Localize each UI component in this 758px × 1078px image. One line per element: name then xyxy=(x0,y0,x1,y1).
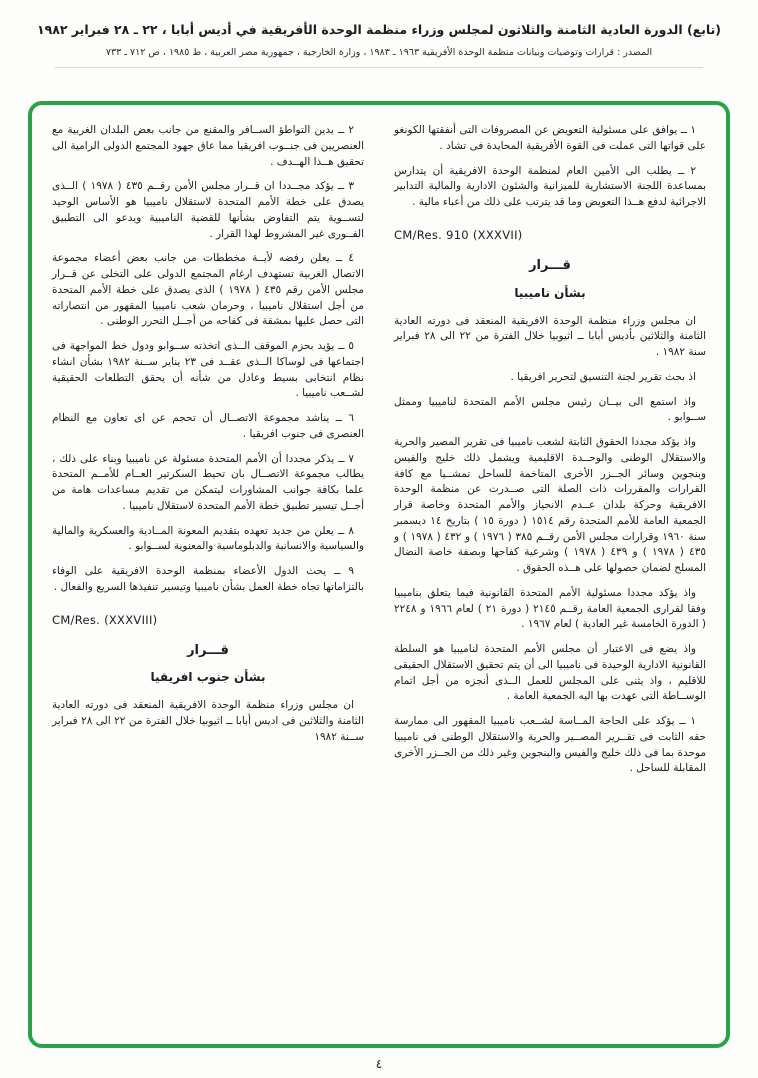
paragraph: واذ يؤكد مجددا الحقوق الثابتة لشعب ناميبيا فى تقرير المصير والحرية والاستقلال الوطنى والوحــدة الاقليمية ويشمل ذلك خليج والفيس وبنجوين وسائر الجــزر الأخرى المتاخمة للساحل تمشــيا مع كافة القرارات والمقررات ذات الصلة التى صــدرت عن منظمة الوحدة الافريقية وحركة بلدان عــدم الانحياز والأمم المتحدة وخاصة قرار الجمعية العامة للأمم المتحدة رقم ١٥١٤ ( دورة ١٥ ) بتاريخ ١٤ ديسمبر سنة ١٩٦٠ وقرارات مجلس الأمن رقــم ٣٨٥ ( ١٩٧٦ ) و ٤٣٢ ( ١٩٧٨ ) و ٤٣٥ ( ١٩٧٨ ) و ٤٣٩ ( ١٩٧٨ ) وشرعية كفاحها وبصفة خاصة النضال المسلح لضمان حصولها على هــذه الحقوق . xyxy=(394,436,707,574)
column-right xyxy=(394,123,706,1030)
header-source: المصدر : قرارات وتوصيات وبيانات منظمة الوحدة الأفريقية ١٩٦٣ ـ ١٩٨٣ ، وزارة الخارجية ، جمهورية مصر العربية ، ط ١٩٨٥ ، ص ٧١٢ ـ ٧٣٣ xyxy=(105,47,653,58)
paragraph: ٦ ــ يناشد مجموعة الاتصــال أن تحجم عن اى تعاون مع النظام العنصرى فى جنوب افريقيا . xyxy=(52,412,364,440)
page-header xyxy=(0,22,758,68)
paragraph: ٢ ــ يدين التواطؤ الســافر والمقنع من جانب بعض البلدان الغربية مع العنصريين فى جنــوب افريقيا مما عاق جهود المجتمع الدولى الرامية الى تحقيق هــذا الهــدف . xyxy=(52,124,364,168)
paragraph: ٨ ــ يعلن من جديد تعهده بتقديم المعونة المــادية والعسكرية والمالية والسياسية والانسانية والدبلوماسية والمعنوية لســوابو . xyxy=(52,524,364,553)
header-title: (تابع) الدورة العادية الثامنة والثلاثون لمجلس وزراء منظمة الوحدة الأفريقية في أديس أبابا ، ٢٢ ـ ٢٨ فبراير ١٩٨٢ xyxy=(36,22,722,37)
paragraph: واذ استمع الى بيــان رئيس مجلس الأمم المتحدة لناميبيا وممثل ســوابو . xyxy=(394,395,706,424)
paragraph: اذ بحث تقرير لجنة التنسيق لتحرير افريقيا . xyxy=(510,370,696,383)
paragraph: ٣ ــ يؤكد مجــددا ان قــرار مجلس الأمن رقــم ٤٣٥ ( ١٩٧٨ ) الــذى يصدق على خطة الأمم المتحدة لاستقلال ناميبيا هو الأساس الوحيد لتســوية يتم التفاوض بشأنها للقضية الناميبية ويدعو الى التطبيق الفــورى غير المشروط لهذا القرار . xyxy=(52,180,364,240)
paragraph: ١ ــ يؤكد على الحاجة المــاسة لشــعب ناميبيا المقهور الى ممارسة حقه الثابت فى تقــرير المصــير والحرية والاستقلال الوطنى فى ناميبيا موحدة بما فى ذلك خليج والفيس والبنجوين وغير ذلك من الجــزر الأخرى المقابلة للساحل . xyxy=(394,715,706,775)
resolution-subheading: بشأن ناميبيا xyxy=(514,285,586,300)
paragraph: ٥ ــ يؤيد بحزم الموقف الــذى اتخذته ســوابو ودول خط المواجهة فى اجتماعها فى لوساكا الــذى عقــد فى ٢٣ يناير ســنة ١٩٨٢ بشأن انشاء نظام انتخابى بسيط وعادل من شأنه أن يحقق التطلعات الحقيقية لشــعب ناميبيا . xyxy=(52,340,364,400)
column-left xyxy=(52,123,364,1030)
paragraph: ١ ــ يوافق على مسئولية التعويض عن المصروفات التى أنفقتها الكونغو على قواتها التى عملت فى القوة الأفريقية المحايدة فى تشاد . xyxy=(394,124,706,152)
resolution-heading: قـــرار xyxy=(187,642,229,658)
resolution-heading: قـــرار xyxy=(529,258,571,273)
paragraph: ان مجلس وزراء منظمة الوحدة الافريقية المنعقد فى دورته العادية الثامنة والثلاثين بأديس أبابا ــ اثيوبيا خلال الفترة من ٢٢ الى ٢٨ فبراير سنة ١٩٨٢ . xyxy=(394,314,707,358)
resolution-ref: CM/Res. (XXXVIII) xyxy=(52,612,158,627)
header-rule xyxy=(55,67,703,68)
content-border xyxy=(28,101,730,1048)
paragraph: واذ يؤكد مجددا مسئولية الأمم المتحدة القانونية فيما يتعلق بناميبيا وفقا لقرارى الجمعية العامة رقــم ٢١٤٥ ( دورة ٢١ ) لعام ١٩٦٦ و ٢٢٤٨ ( الدورة الخامسة غير العادية ) لعام ١٩٦٧ . xyxy=(394,586,707,631)
paragraph: ان مجلس وزراء منظمة الوحدة الافريقية المنعقد فى دورته العادية الثامنة والثلاثين فى اديس أبابا ــ اثيوبيا خلال الفترة من ٢٢ الى ٢٨ فبراير ســنة ١٩٨٢ xyxy=(52,699,365,743)
paragraph: ٩ ــ يحث الدول الأعضاء بمنظمة الوحدة الافريقية على الوفاء بالتزاماتها تجاه خطة العمل بشأن ناميبيا وتيسير تنفيذها السريع والفعال . xyxy=(52,565,364,593)
paragraph: ٢ ــ يطلب الى الأمين العام لمنظمة الوحدة الافريقية أن يتدارس بمساعدة اللجنة الاستشارية للميزانية والشئون الادارية والمالية التدابير الاجرائية لدفع هــذا التعويض وما قد يترتب على ذلك من أعباء مالية . xyxy=(394,164,706,208)
paragraph: واذ يضع فى الاعتبار أن مجلس الأمم المتحدة لناميبيا هو السلطة القانونية الادارية الوحيدة فى ناميبيا الى أن يتم تحقيق الاستقلال الحقيقى للاقليم ، واذ يثنى على المجلس للعمل الــذى أنجزه من أجل اتمام الوســاطة التى عهدت بها اليه الجمعية العامة . xyxy=(394,643,706,703)
page-number: ٤ xyxy=(375,1057,383,1071)
paragraph: ٧ ــ يذكر مجددا أن الأمم المتحدة مسئولة عن ناميبيا وبناء على ذلك ، يطالب مجموعة الاتصــال بان تحيط السكرتير العــام للأمــم المتحدة علما بكافة جوانب المشاورات ليتمكن من تقديم مساعدات هامة من أجــل تيسير تطبيق خطة الأمم المتحدة لاستقلال ناميبيا . xyxy=(52,452,364,512)
resolution-subheading: بشأن جنوب افريقيا xyxy=(150,670,266,685)
paragraph: ٤ ــ يعلن رفضه لأيــة مخططات من جانب بعض أعضاء مجموعة الاتصال الغربية تستهدف ارغام المجتمع الدولى على التخلى عن قــرار مجلس الأمن رقم ٤٣٥ ( ١٩٧٨ ) الذى يصدق على خطة الأمم المتحدة من أجل استقلال ناميبيا ، وحرمان شعب ناميبيا المقهور من انتصاراته التى حصل عليها بمشقة فى كفاحه من أجــل التحرر الوطنى . xyxy=(52,252,364,328)
resolution-ref: CM/Res. 910 (XXXVII) xyxy=(394,227,523,242)
